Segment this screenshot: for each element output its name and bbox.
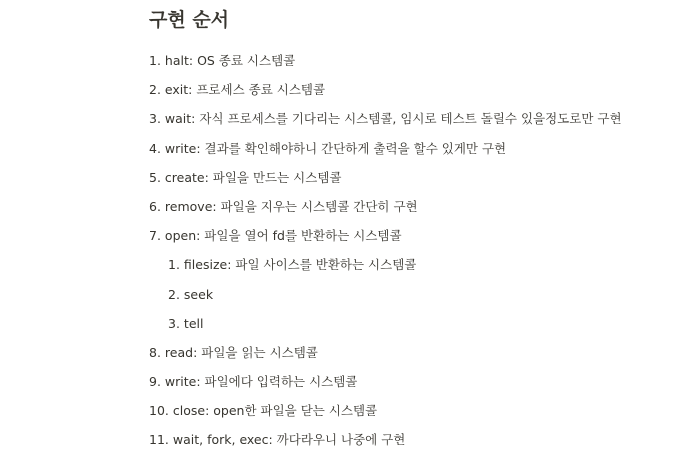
list-item	[149, 400, 622, 429]
list-item-text: close: open한 파일을 닫는 시스템콜	[172, 403, 378, 419]
list-item-text: seek	[183, 286, 214, 302]
list-item-number: 3.	[168, 315, 180, 331]
implementation-order-list	[149, 50, 622, 459]
list-item-number: 9.	[149, 374, 161, 390]
list-item-number: 7.	[149, 228, 161, 244]
list-item-text: filesize: 파일 사이스를 반환하는 시스템콜	[183, 257, 417, 273]
page-title: 구현 순서	[149, 9, 230, 31]
list-item-number: 8.	[149, 344, 161, 360]
list-item-number: 1.	[168, 257, 180, 273]
sub-list-item	[149, 284, 622, 313]
list-item	[149, 225, 622, 254]
list-item	[149, 167, 622, 196]
list-item-number: 4.	[149, 140, 161, 156]
sub-list-item	[149, 313, 622, 342]
list-item-text: write: 결과를 확인해야하니 간단하게 출력을 할수 있게만 구현	[164, 140, 507, 156]
list-item-text: tell	[183, 315, 204, 331]
list-item-text: wait: 자식 프로세스를 기다리는 시스템콜, 임시로 테스트 돌릴수 있을정도로만 구현	[164, 111, 622, 127]
list-item	[149, 138, 622, 167]
list-item-text: read: 파일을 읽는 시스템콜	[164, 344, 318, 360]
list-item-number: 10.	[149, 403, 169, 419]
list-item-number: 11.	[149, 432, 169, 448]
list-item-text: open: 파일을 열어 fd를 반환하는 시스템콜	[164, 228, 402, 244]
list-item-number: 1.	[149, 53, 161, 68]
list-item	[149, 108, 622, 137]
list-item-text: remove: 파일을 지우는 시스템콜 간단히 구현	[164, 198, 418, 214]
list-item-number: 5.	[149, 169, 161, 185]
sub-list-item	[149, 254, 622, 283]
list-item-text: wait, fork, exec: 까다라우니 나중에 구현	[172, 432, 406, 448]
list-item-text: halt: OS 종료 시스템콜	[164, 53, 296, 68]
list-item-number: 6.	[149, 198, 161, 214]
list-item	[149, 342, 622, 371]
list-item-number: 2.	[168, 286, 180, 302]
list-item-number: 3.	[149, 111, 161, 127]
list-item-text: exit: 프로세스 종료 시스템콜	[164, 82, 326, 98]
list-item	[149, 429, 622, 458]
list-item-number: 2.	[149, 82, 161, 98]
list-item-text: create: 파일을 만드는 시스템콜	[164, 169, 342, 185]
list-item	[149, 79, 622, 108]
list-item	[149, 196, 622, 225]
list-item	[149, 50, 622, 79]
list-item-text: write: 파일에다 입력하는 시스템콜	[164, 374, 358, 390]
list-item	[149, 371, 622, 400]
